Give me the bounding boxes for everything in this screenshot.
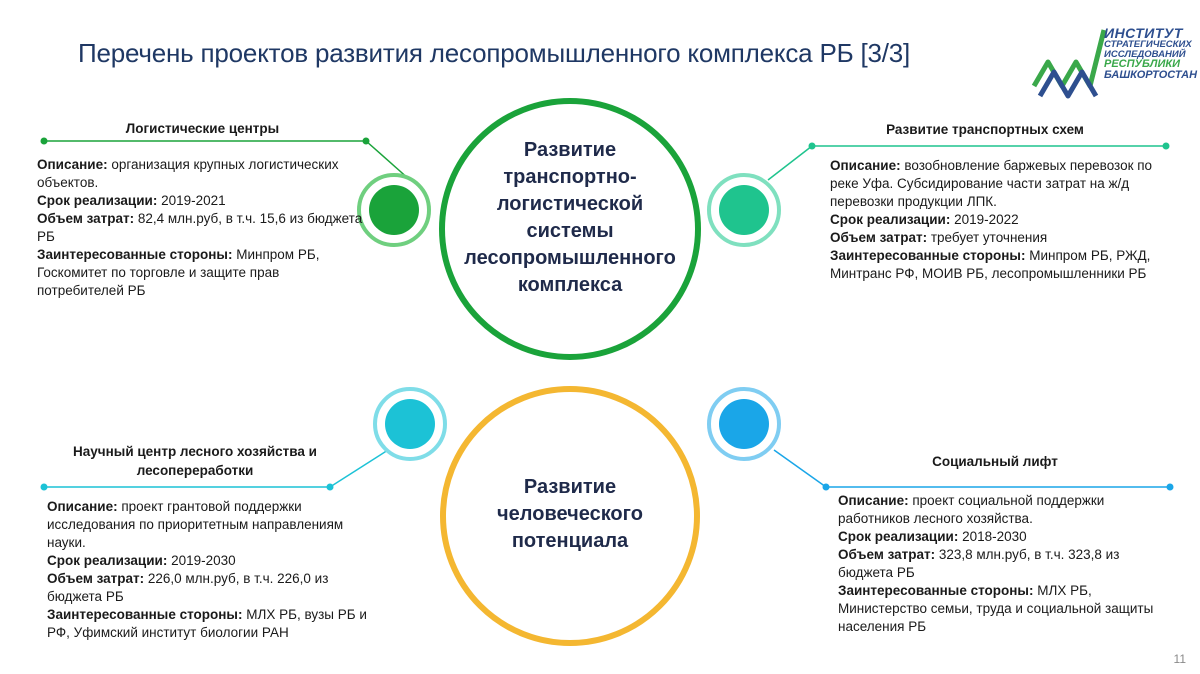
project-title-line: Социальный лифт [932,454,1058,469]
field-description: Описание: организация крупных логистических объектов. [37,157,339,190]
project-details-science [47,498,377,642]
project-details-logistics [37,156,367,300]
bullet-circle-logistics [359,175,429,245]
field-stakeholders: Заинтересованные стороны: Минпром РБ, Госкомитет по торговле и защите прав потребителей РБ [37,247,320,298]
center-label-line: комплекса [517,274,623,296]
center-label-top [450,137,690,299]
center-label-bottom [450,474,690,555]
logo-line: БАШКОРТОСТАН [1104,69,1198,81]
field-cost: Объем затрат: 226,0 млн.руб, в т.ч. 226,0 из бюджета РБ [47,571,329,604]
bullet-circle-science [375,389,445,459]
project-title-line: Научный центр лесного хозяйства и [73,444,317,459]
bullet-circle-social [709,389,779,459]
center-label-line: Развитие [523,139,617,161]
project-title-social [860,452,1130,471]
project-details-social [838,492,1168,636]
field-description: Описание: проект социальной поддержки работников лесного хозяйства. [838,493,1105,526]
project-title-line: Логистические центры [125,121,280,136]
field-cost: Объем затрат: 82,4 млн.руб, в т.ч. 15,6 из бюджета РБ [37,211,363,244]
logo-line: РЕСПУБЛИКИ [1104,58,1181,70]
center-label-line: системы [526,220,614,242]
project-title-line: лесопереработки [136,463,254,478]
logo-line: ИССЛЕДОВАНИЙ [1104,48,1186,60]
field-description: Описание: проект грантовой поддержки исследования по приоритетным направлениям науки. [47,499,344,550]
logo-line: ИНСТИТУТ [1104,25,1183,41]
project-details-transport [830,157,1160,283]
field-stakeholders: Заинтересованные стороны: Минпром РБ, РЖД, Минтранс РФ, МОИВ РБ, лесопромышленники РБ [830,248,1151,281]
slide-title: Перечень проектов развития лесопромышленного комплекса РБ [3/3] [78,38,911,68]
field-term: Срок реализации: 2019-2022 [830,212,1019,227]
field-stakeholders: Заинтересованные стороны: МЛХ РБ, вузы РБ и РФ, Уфимский институт биологии РАН [47,607,367,640]
project-title-transport [840,120,1130,139]
field-cost: Объем затрат: требует уточнения [830,230,1048,245]
page-number: 11 [1173,652,1186,666]
field-stakeholders: Заинтересованные стороны: МЛХ РБ, Министерство семьи, труда и социальной защиты населения РБ [838,583,1154,634]
field-term: Срок реализации: 2018-2030 [838,529,1027,544]
center-label-line: логистической [496,193,644,215]
project-title-science [40,442,350,480]
center-label-line: транспортно- [503,166,637,188]
project-title-line: Развитие транспортных схем [886,122,1084,137]
field-cost: Объем затрат: 323,8 млн.руб, в т.ч. 323,8 из бюджета РБ [838,547,1120,580]
field-term: Срок реализации: 2019-2021 [37,193,226,208]
bullet-circle-transport [709,175,779,245]
center-label-line: потенциала [511,530,629,552]
center-label-line: лесопромышленного [464,247,676,269]
project-title-logistics [60,119,345,138]
center-label-line: человеческого [497,503,643,525]
logo-line: СТРАТЕГИЧЕСКИХ [1104,39,1192,50]
field-term: Срок реализации: 2019-2030 [47,553,236,568]
center-label-line: Развитие [523,476,617,498]
field-description: Описание: возобновление баржевых перевозок по реке Уфа. Субсидирование части затрат на ж/д перевозки продукции ЛПК. [830,158,1153,209]
